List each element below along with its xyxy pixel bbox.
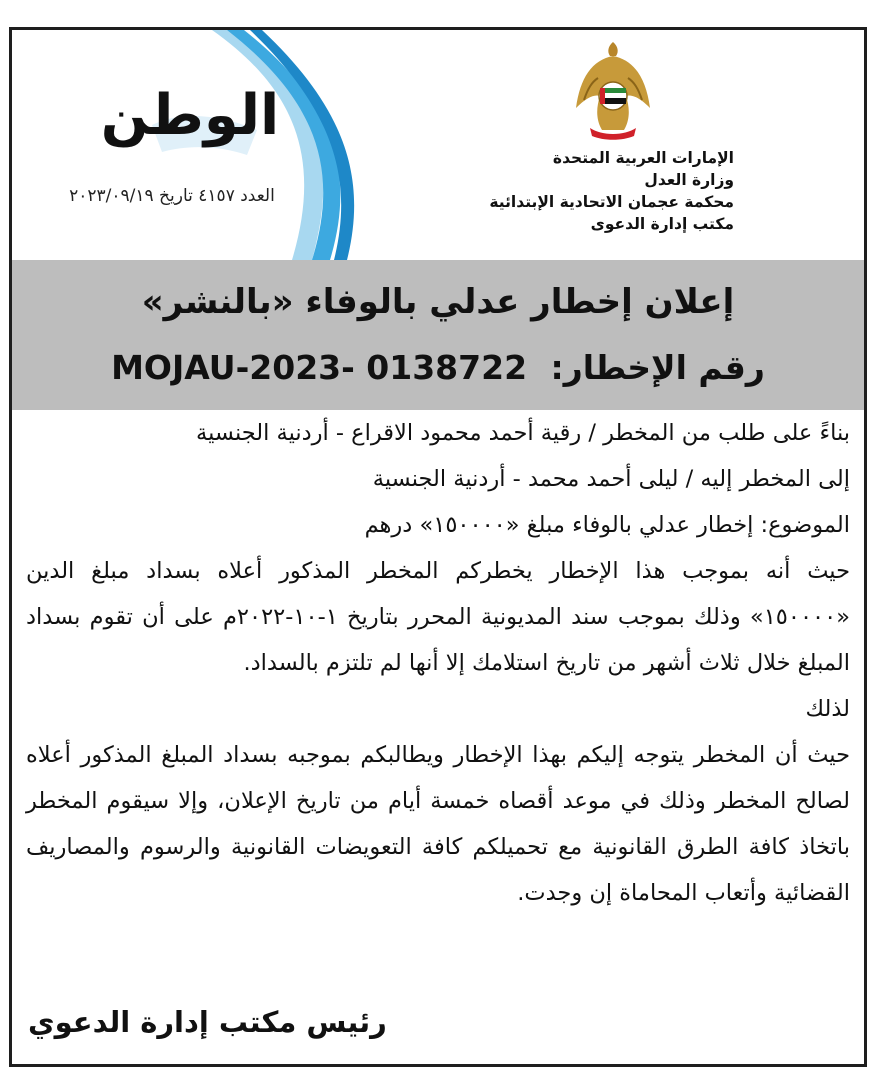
body-paragraph: بناءً على طلب من المخطر / رقية أحمد محمود الاقراع - أردنية الجنسية: [196, 420, 850, 446]
notice-frame: [9, 27, 867, 1067]
body-paragraph: حيث أنه بموجب هذا الإخطار يخطركم المخطر المذكور أعلاه بسداد مبلغ الدين «١٥٠٠٠٠» وذلك بموجب سند المديونية المحرر بتاريخ ١-١٠-٢٠٢٢م على أن تقوم بسداد المبلغ خلال ثلاث أشهر من تاريخ استلامك إلا أنها لم تلتزم بالسداد.: [26, 558, 850, 676]
newspaper-name: الوطن: [100, 83, 280, 148]
notice-body: [26, 410, 850, 916]
body-paragraph: إلى المخطر إليه / ليلى أحمد محمد - أردنية الجنسية: [372, 466, 850, 492]
header: [12, 30, 864, 260]
notice-number-label: رقم الإخطار:: [550, 348, 765, 387]
authority-court: محكمة عجمان الاتحادية الإبتدائية: [489, 193, 734, 211]
authority-country: الإمارات العربية المتحدة: [552, 149, 734, 167]
issue-info: العدد ٤١٥٧ تاريخ ٢٠٢٣/٠٩/١٩: [69, 186, 275, 206]
body-paragraph: الموضوع: إخطار عدلي بالوفاء مبلغ «١٥٠٠٠٠» درهم: [364, 512, 850, 538]
authority-block: [434, 147, 734, 235]
body-paragraph: حيث أن المخطر يتوجه إليكم بهذا الإخطار ويطالبكم بموجبه بسداد المبلغ المذكور أعلاه لصالح المخطر وذلك في موعد أقصاه خمسة أيام من تاريخ الإعلان، وإلا سيقوم المخطر باتخاذ كافة الطرق القانونية مع تحميلكم كافة التعويضات القانونية والرسوم والمصاريف القضائية وأتعاب المحاماة إن وجدت.: [26, 742, 850, 906]
authority-office: مكتب إدارة الدعوى: [590, 215, 734, 233]
body-paragraph: لذلك: [805, 696, 850, 722]
notice-number: [12, 348, 864, 387]
title-band: [12, 260, 864, 410]
notice-number-value: MOJAU-2023- 0138722: [111, 348, 528, 387]
signature: رئيس مكتب إدارة الدعوي: [28, 1005, 387, 1039]
notice-title: إعلان إخطار عدلي بالوفاء «بالنشر»: [141, 282, 735, 322]
authority-ministry: وزارة العدل: [644, 171, 734, 189]
uae-emblem-icon: [574, 38, 652, 142]
